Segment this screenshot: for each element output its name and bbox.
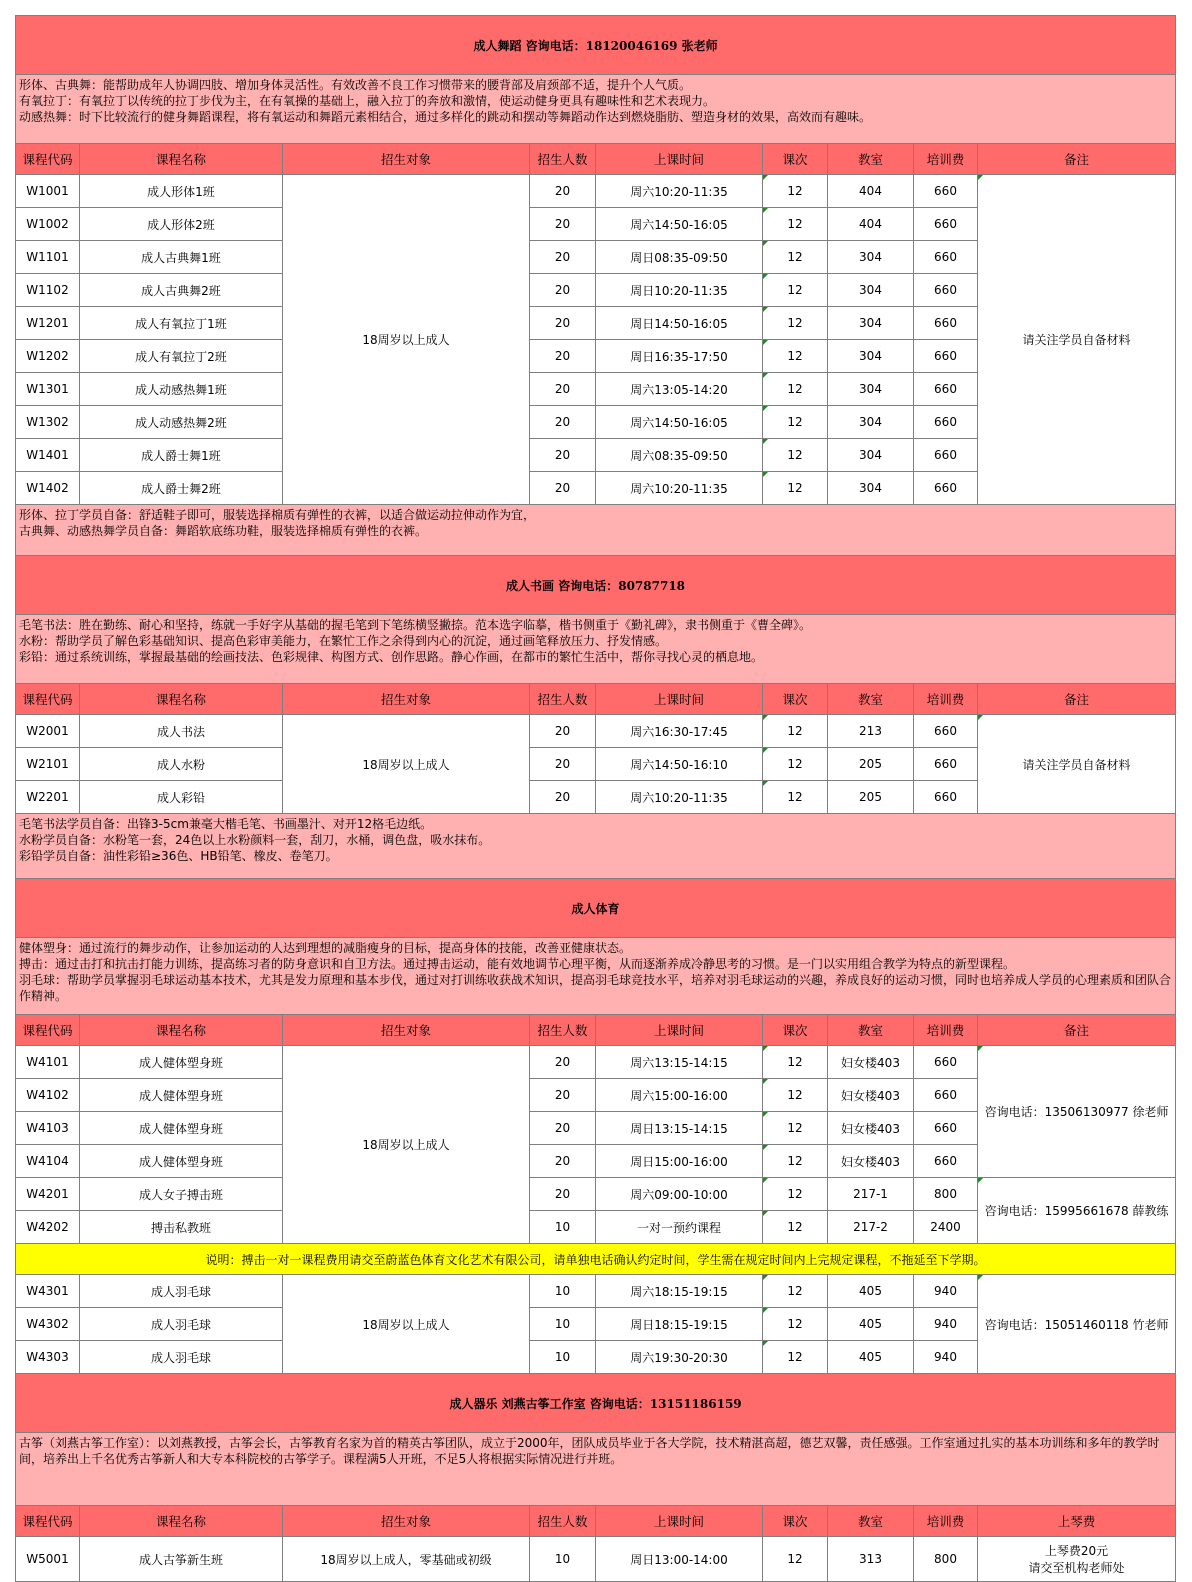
cell-room: 405 xyxy=(828,1341,914,1374)
header-code: 课程代码 xyxy=(16,1015,80,1046)
cell-room: 217-2 xyxy=(828,1211,914,1244)
cell-name: 成人羽毛球 xyxy=(80,1341,283,1374)
cell-name: 成人有氧拉丁2班 xyxy=(80,340,283,373)
header-fee: 培训费 xyxy=(914,1015,978,1046)
cell-room: 405 xyxy=(828,1308,914,1341)
cell-room: 404 xyxy=(828,208,914,241)
cell-target: 18周岁以上成人 xyxy=(283,1046,530,1244)
cell-count: 20 xyxy=(530,373,596,406)
cell-count: 20 xyxy=(530,175,596,208)
section-description xyxy=(16,938,1176,1015)
cell-sessions: 12 xyxy=(763,1145,828,1178)
cell-time: 周六18:15-19:15 xyxy=(596,1275,763,1308)
cell-code: W1201 xyxy=(16,307,80,340)
cell-time: 周日18:15-19:15 xyxy=(596,1308,763,1341)
header-target: 招生对象 xyxy=(283,684,530,715)
section-title: 成人舞蹈 咨询电话：18120046169 张老师 xyxy=(16,16,1176,75)
cell-name: 成人动感热舞1班 xyxy=(80,373,283,406)
header-fee: 培训费 xyxy=(914,684,978,715)
cell-room: 205 xyxy=(828,781,914,814)
cell-sessions: 12 xyxy=(763,1211,828,1244)
dance-desc-row xyxy=(16,75,1176,144)
cell-fee: 660 xyxy=(914,472,978,505)
cell-code: W4202 xyxy=(16,1211,80,1244)
cell-sessions: 12 xyxy=(763,1046,828,1079)
cell-name: 成人爵士舞2班 xyxy=(80,472,283,505)
cell-count: 10 xyxy=(530,1537,596,1582)
cell-code: W4302 xyxy=(16,1308,80,1341)
cell-time: 周六10:20-11:35 xyxy=(596,781,763,814)
header-count: 招生人数 xyxy=(530,144,596,175)
header-time: 上课时间 xyxy=(596,144,763,175)
cell-fee: 660 xyxy=(914,208,978,241)
cell-fee: 660 xyxy=(914,373,978,406)
cell-code: W4104 xyxy=(16,1145,80,1178)
cell-count: 20 xyxy=(530,472,596,505)
description-line: 形体、拉丁学员自备：舒适鞋子即可，服装选择棉质有弹性的衣裤，以适合做运动拉伸动作为宜， xyxy=(19,508,536,522)
cell-code: W5001 xyxy=(16,1537,80,1582)
cell-fee: 660 xyxy=(914,1046,978,1079)
cell-count: 20 xyxy=(530,406,596,439)
cell-code: W1102 xyxy=(16,274,80,307)
cell-name: 成人动感热舞2班 xyxy=(80,406,283,439)
header-target: 招生对象 xyxy=(283,1506,530,1537)
cell-fee: 660 xyxy=(914,1112,978,1145)
cell-sessions: 12 xyxy=(763,781,828,814)
cell-fee: 940 xyxy=(914,1275,978,1308)
header-count: 招生人数 xyxy=(530,1015,596,1046)
dance-title-row xyxy=(16,16,1176,75)
header-room: 教室 xyxy=(828,684,914,715)
cell-count: 20 xyxy=(530,748,596,781)
sports-notice-row xyxy=(16,1244,1176,1275)
header-row xyxy=(16,144,1176,175)
course-table xyxy=(15,15,1176,1582)
cell-name: 成人健体塑身班 xyxy=(80,1079,283,1112)
cell-room: 304 xyxy=(828,241,914,274)
cell-room: 304 xyxy=(828,274,914,307)
cell-sessions: 12 xyxy=(763,1112,828,1145)
cell-fee: 660 xyxy=(914,439,978,472)
section-title: 成人体育 xyxy=(16,879,1176,938)
cell-name: 成人羽毛球 xyxy=(80,1308,283,1341)
cell-target: 18周岁以上成人 xyxy=(283,175,530,505)
cell-fee: 800 xyxy=(914,1178,978,1211)
cell-sessions: 12 xyxy=(763,1308,828,1341)
cell-code: W1401 xyxy=(16,439,80,472)
cell-sessions: 12 xyxy=(763,373,828,406)
cell-code: W1301 xyxy=(16,373,80,406)
cell-room: 404 xyxy=(828,175,914,208)
description-line: 水粉学员自备：水粉笔一套，24色以上水粉颜料一套，刮刀，水桶，调色盘，吸水抹布。 xyxy=(19,833,491,847)
header-code: 课程代码 xyxy=(16,684,80,715)
sports-desc-row xyxy=(16,938,1176,1015)
cell-name: 搏击私教班 xyxy=(80,1211,283,1244)
table-row xyxy=(16,1537,1176,1582)
description-line: 毛笔书法：胜在勤练、耐心和坚持，练就一手好字从基础的握毛笔到下笔练横竖撇捺。范本选字临摹，楷书侧重于《勤礼碑》，隶书侧重于《曹全碑》。 xyxy=(19,618,812,632)
cell-name: 成人健体塑身班 xyxy=(80,1112,283,1145)
cell-code: W2001 xyxy=(16,715,80,748)
cell-sessions: 12 xyxy=(763,1341,828,1374)
cell-fee: 660 xyxy=(914,274,978,307)
cell-target: 18周岁以上成人，零基础或初级 xyxy=(283,1537,530,1582)
cell-code: W4201 xyxy=(16,1178,80,1211)
cell-time: 周日16:35-17:50 xyxy=(596,340,763,373)
cell-code: W1101 xyxy=(16,241,80,274)
cell-time: 周六13:15-14:15 xyxy=(596,1046,763,1079)
cell-fee: 660 xyxy=(914,340,978,373)
cell-time: 周日13:00-14:00 xyxy=(596,1537,763,1582)
cell-target: 18周岁以上成人 xyxy=(283,715,530,814)
cell-count: 20 xyxy=(530,241,596,274)
cell-time: 周六14:50-16:05 xyxy=(596,208,763,241)
cell-note: 咨询电话：13506130977 徐老师 xyxy=(978,1046,1176,1178)
section-title: 成人书画 咨询电话：80787718 xyxy=(16,556,1176,615)
cell-time: 周六10:20-11:35 xyxy=(596,472,763,505)
cell-fee: 940 xyxy=(914,1308,978,1341)
cell-time: 周日13:15-14:15 xyxy=(596,1112,763,1145)
music-desc-row xyxy=(16,1433,1176,1506)
cell-count: 10 xyxy=(530,1275,596,1308)
section-description xyxy=(16,505,1176,556)
header-count: 招生人数 xyxy=(530,684,596,715)
cell-sessions: 12 xyxy=(763,748,828,781)
cell-name: 成人古典舞1班 xyxy=(80,241,283,274)
header-time: 上课时间 xyxy=(596,1015,763,1046)
art-desc-row xyxy=(16,615,1176,684)
description-line: 古典舞、动感热舞学员自备：舞蹈软底练功鞋，服装选择棉质有弹性的衣裤。 xyxy=(19,524,428,538)
cell-name: 成人形体2班 xyxy=(80,208,283,241)
header-count: 招生人数 xyxy=(530,1506,596,1537)
cell-sessions: 12 xyxy=(763,1079,828,1112)
cell-sessions: 12 xyxy=(763,208,828,241)
cell-count: 20 xyxy=(530,1178,596,1211)
course-table-body xyxy=(16,16,1176,1582)
cell-code: W1202 xyxy=(16,340,80,373)
cell-count: 10 xyxy=(530,1341,596,1374)
cell-count: 20 xyxy=(530,1112,596,1145)
cell-count: 20 xyxy=(530,208,596,241)
cell-fee: 940 xyxy=(914,1341,978,1374)
description-line: 搏击：通过击打和抗击打能力训练，提高练习者的防身意识和自卫方法。通过搏击运动，能有效地调节心理平衡，从而逐渐养成冷静思考的习惯。是一门以实用组合教学为特点的新型课程。 xyxy=(19,957,1016,971)
cell-name: 成人健体塑身班 xyxy=(80,1046,283,1079)
description-line: 彩铅：通过系统训练，掌握最基础的绘画技法、色彩规律、构图方式、创作思路。静心作画，在都市的繁忙生活中，帮你寻找心灵的栖息地。 xyxy=(19,650,764,664)
header-room: 教室 xyxy=(828,144,914,175)
header-target: 招生对象 xyxy=(283,144,530,175)
cell-target: 18周岁以上成人 xyxy=(283,1275,530,1374)
header-code: 课程代码 xyxy=(16,144,80,175)
header-row xyxy=(16,1015,1176,1046)
description-line: 动感热舞：时下比较流行的健身舞蹈课程，将有氧运动和舞蹈元素相结合，通过多样化的跳动和摆动等舞蹈动作达到燃烧脂肪、塑造身材的效果，高效而有趣味。 xyxy=(19,110,872,124)
header-room: 教室 xyxy=(828,1506,914,1537)
header-room: 教室 xyxy=(828,1015,914,1046)
art-title-row xyxy=(16,556,1176,615)
cell-sessions: 12 xyxy=(763,1178,828,1211)
cell-time: 周六08:35-09:50 xyxy=(596,439,763,472)
cell-sessions: 12 xyxy=(763,406,828,439)
header-sessions: 课次 xyxy=(763,1506,828,1537)
cell-code: W1302 xyxy=(16,406,80,439)
header-qin_fee: 上琴费 xyxy=(978,1506,1176,1537)
cell-code: W4101 xyxy=(16,1046,80,1079)
cell-time: 周日14:50-16:05 xyxy=(596,307,763,340)
table-row xyxy=(16,715,1176,748)
header-row xyxy=(16,684,1176,715)
cell-name: 成人爵士舞1班 xyxy=(80,439,283,472)
cell-room: 妇女楼403 xyxy=(828,1079,914,1112)
cell-fee: 660 xyxy=(914,406,978,439)
cell-count: 20 xyxy=(530,1079,596,1112)
cell-time: 周六09:00-10:00 xyxy=(596,1178,763,1211)
cell-fee: 800 xyxy=(914,1537,978,1582)
cell-room: 妇女楼403 xyxy=(828,1112,914,1145)
cell-count: 20 xyxy=(530,1046,596,1079)
description-line: 水粉：帮助学员了解色彩基础知识、提高色彩审美能力，在繁忙工作之余得到内心的沉淀，通过画笔释放压力、抒发情感。 xyxy=(19,634,668,648)
cell-fee: 660 xyxy=(914,1079,978,1112)
cell-note: 咨询电话：15051460118 竹老师 xyxy=(978,1275,1176,1374)
header-row xyxy=(16,1506,1176,1537)
cell-sessions: 12 xyxy=(763,340,828,373)
cell-fee: 660 xyxy=(914,241,978,274)
section-description xyxy=(16,75,1176,144)
cell-room: 妇女楼403 xyxy=(828,1145,914,1178)
cell-count: 20 xyxy=(530,274,596,307)
cell-name: 成人形体1班 xyxy=(80,175,283,208)
section-title: 成人器乐 刘燕古筝工作室 咨询电话：13151186159 xyxy=(16,1374,1176,1433)
cell-sessions: 12 xyxy=(763,1537,828,1582)
cell-count: 10 xyxy=(530,1308,596,1341)
header-note: 备注 xyxy=(978,684,1176,715)
cell-room: 304 xyxy=(828,373,914,406)
cell-count: 20 xyxy=(530,1145,596,1178)
header-time: 上课时间 xyxy=(596,1506,763,1537)
cell-code: W1001 xyxy=(16,175,80,208)
qin-fee-line: 请交至机构老师处 xyxy=(1028,1561,1125,1575)
cell-room: 304 xyxy=(828,439,914,472)
cell-code: W2201 xyxy=(16,781,80,814)
cell-room: 304 xyxy=(828,340,914,373)
table-row xyxy=(16,1178,1176,1211)
cell-room: 205 xyxy=(828,748,914,781)
cell-note: 咨询电话：15995661678 薛教练 xyxy=(978,1178,1176,1244)
cell-count: 20 xyxy=(530,307,596,340)
cell-code: W4303 xyxy=(16,1341,80,1374)
cell-time: 周六10:20-11:35 xyxy=(596,175,763,208)
cell-fee: 660 xyxy=(914,1145,978,1178)
table-row xyxy=(16,1275,1176,1308)
cell-sessions: 12 xyxy=(763,307,828,340)
header-sessions: 课次 xyxy=(763,684,828,715)
cell-code: W4103 xyxy=(16,1112,80,1145)
header-fee: 培训费 xyxy=(914,144,978,175)
music-title-row xyxy=(16,1374,1176,1433)
cell-time: 周日10:20-11:35 xyxy=(596,274,763,307)
cell-sessions: 12 xyxy=(763,439,828,472)
cell-time: 周日15:00-16:00 xyxy=(596,1145,763,1178)
cell-qin-fee xyxy=(978,1537,1176,1582)
cell-count: 10 xyxy=(530,1211,596,1244)
section-description xyxy=(16,615,1176,684)
header-name: 课程名称 xyxy=(80,144,283,175)
cell-room: 313 xyxy=(828,1537,914,1582)
cell-code: W4301 xyxy=(16,1275,80,1308)
header-name: 课程名称 xyxy=(80,1506,283,1537)
cell-sessions: 12 xyxy=(763,1275,828,1308)
header-note: 备注 xyxy=(978,144,1176,175)
cell-count: 20 xyxy=(530,715,596,748)
cell-name: 成人古典舞2班 xyxy=(80,274,283,307)
cell-time: 周六15:00-16:00 xyxy=(596,1079,763,1112)
cell-sessions: 12 xyxy=(763,715,828,748)
header-time: 上课时间 xyxy=(596,684,763,715)
header-sessions: 课次 xyxy=(763,1015,828,1046)
cell-time: 周六19:30-20:30 xyxy=(596,1341,763,1374)
description-line: 有氧拉丁：有氧拉丁以传统的拉丁步伐为主，在有氧操的基础上，融入拉丁的奔放和激情，使运动健身更具有趣味性和艺术表现力。 xyxy=(19,94,716,108)
description-line: 形体、古典舞：能帮助成年人协调四肢、增加身体灵活性。有效改善不良工作习惯带来的腰背部及肩颈部不适，提升个人气质。 xyxy=(19,78,692,92)
description-line: 毛笔书法学员自备：出锋3-5cm兼毫大楷毛笔、书画墨汁、对开12格毛边纸。 xyxy=(19,817,433,831)
cell-code: W2101 xyxy=(16,748,80,781)
cell-code: W1402 xyxy=(16,472,80,505)
header-target: 招生对象 xyxy=(283,1015,530,1046)
cell-code: W1002 xyxy=(16,208,80,241)
cell-time: 周六16:30-17:45 xyxy=(596,715,763,748)
cell-time: 周六14:50-16:05 xyxy=(596,406,763,439)
header-name: 课程名称 xyxy=(80,684,283,715)
cell-count: 20 xyxy=(530,781,596,814)
section-description xyxy=(16,814,1176,879)
cell-fee: 2400 xyxy=(914,1211,978,1244)
cell-note: 请关注学员自备材料 xyxy=(978,175,1176,505)
table-row xyxy=(16,175,1176,208)
qin-fee-line: 上琴费20元 xyxy=(1044,1544,1109,1558)
cell-fee: 660 xyxy=(914,175,978,208)
header-note: 备注 xyxy=(978,1015,1176,1046)
cell-name: 成人水粉 xyxy=(80,748,283,781)
cell-name: 成人彩铅 xyxy=(80,781,283,814)
cell-fee: 660 xyxy=(914,781,978,814)
header-fee: 培训费 xyxy=(914,1506,978,1537)
cell-sessions: 12 xyxy=(763,274,828,307)
cell-count: 20 xyxy=(530,340,596,373)
cell-name: 成人女子搏击班 xyxy=(80,1178,283,1211)
cell-time: 周日08:35-09:50 xyxy=(596,241,763,274)
header-name: 课程名称 xyxy=(80,1015,283,1046)
cell-time: 一对一预约课程 xyxy=(596,1211,763,1244)
cell-name: 成人羽毛球 xyxy=(80,1275,283,1308)
cell-name: 成人书法 xyxy=(80,715,283,748)
cell-fee: 660 xyxy=(914,307,978,340)
header-code: 课程代码 xyxy=(16,1506,80,1537)
cell-name: 成人有氧拉丁1班 xyxy=(80,307,283,340)
cell-room: 217-1 xyxy=(828,1178,914,1211)
dance-materials-row xyxy=(16,505,1176,556)
cell-count: 20 xyxy=(530,439,596,472)
cell-room: 304 xyxy=(828,406,914,439)
cell-fee: 660 xyxy=(914,715,978,748)
cell-room: 405 xyxy=(828,1275,914,1308)
cell-code: W4102 xyxy=(16,1079,80,1112)
sports-title-row xyxy=(16,879,1176,938)
art-materials-row xyxy=(16,814,1176,879)
table-row xyxy=(16,1046,1176,1079)
cell-room: 304 xyxy=(828,307,914,340)
description-line: 彩铅学员自备：油性彩铅≥36色、HB铅笔、橡皮、卷笔刀。 xyxy=(19,849,338,863)
cell-time: 周六13:05-14:20 xyxy=(596,373,763,406)
notice-banner: 说明：搏击一对一课程费用请交至蔚蓝色体育文化艺术有限公司，请单独电话确认约定时间，学生需在规定时间内上完规定课程，不拖延至下学期。 xyxy=(16,1244,1176,1275)
cell-fee: 660 xyxy=(914,748,978,781)
cell-room: 304 xyxy=(828,472,914,505)
cell-note: 请关注学员自备材料 xyxy=(978,715,1176,814)
cell-time: 周六14:50-16:10 xyxy=(596,748,763,781)
cell-sessions: 12 xyxy=(763,472,828,505)
cell-sessions: 12 xyxy=(763,175,828,208)
cell-name: 成人健体塑身班 xyxy=(80,1145,283,1178)
description-line: 健体塑身：通过流行的舞步动作，让参加运动的人达到理想的减脂瘦身的目标，提高身体的技能，改善亚健康状态。 xyxy=(19,941,632,955)
description-line: 古筝（刘燕古筝工作室）：以刘燕教授，古筝会长，古筝教育名家为首的精英古筝团队，成立于2000年，团队成员毕业于各大学院，技术精湛高超，德艺双馨，责任感强。工作室通过扎实的基本功训练和多年的教学时间，培养出上千名优秀古筝新人和大专本科院校的古筝学子。课程满5人开班，不足5人将根据实际情况进行并班。 xyxy=(19,1436,1160,1466)
cell-room: 妇女楼403 xyxy=(828,1046,914,1079)
cell-name: 成人古筝新生班 xyxy=(80,1537,283,1582)
description-line: 羽毛球：帮助学员掌握羽毛球运动基本技术，尤其是发力原理和基本步伐，通过对打训练收获战术知识，提高羽毛球竞技水平，培养对羽毛球运动的兴趣，养成良好的运动习惯，同时也培养成人学员的心理素质和团队合作精神。 xyxy=(19,973,1172,1003)
cell-sessions: 12 xyxy=(763,241,828,274)
cell-room: 213 xyxy=(828,715,914,748)
header-sessions: 课次 xyxy=(763,144,828,175)
section-description xyxy=(16,1433,1176,1506)
